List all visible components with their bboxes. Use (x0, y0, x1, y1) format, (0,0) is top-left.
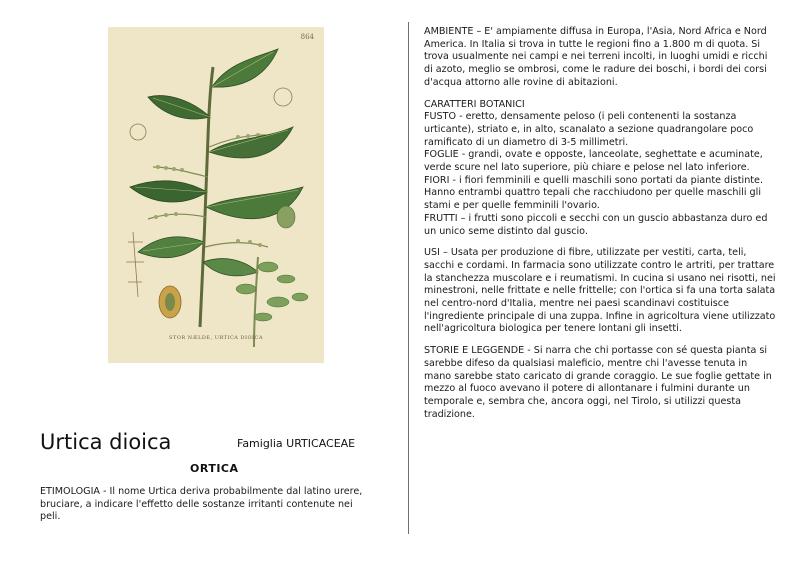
common-name: ORTICA (190, 462, 239, 475)
caratteri-heading: CARATTERI BOTANICI (424, 98, 525, 110)
fusto-paragraph: FUSTO - eretto, densamente peloso (i peli contenenti la sostanza urticante), striato e, in alto, scanalato a sezione quadrangolare poco ramificato di un diametro di 3-5 millimetri. (424, 111, 754, 148)
foglie-paragraph: FOGLIE - grandi, ovate e opposte, lanceolate, seghettate e acuminate, verde scure nel lato superiore, più chiare e pelose nel lato inferiore. (424, 149, 763, 174)
ambiente-paragraph: AMBIENTE – E' ampiamente diffusa in Europa, l'Asia, Nord Africa e Nord America. In Italia si trova in tutte le regioni fino a 1.800 m di quota. Si trova usualmente nei campi e nei terreni incolti, in luoghi umidi e ricchi di azoto, meglio se ombrosi, come le radure dei boschi, i bordi dei corsi d'acqua attorno alle rovine di abitazioni. (424, 26, 768, 88)
storie-paragraph: STORIE E LEGGENDE - Si narra che chi portasse con sé questa pianta si sarebbe difeso da qualsiasi maleficio, mentre chi l'avesse tenuta in mano sarebbe stato caricato di grande coraggio. Le sue foglie gettate in mezzo al fuoco avevano il potere di allontanare i fulmini durante un temporale e, sembra che, ancora oggi, nel Tirolo, si utilizzi questa tradizione. (424, 345, 772, 420)
usi-paragraph: USI – Usata per produzione di fibre, utilizzate per vestiti, carta, teli, sacchi e cordami. In farmacia sono utilizzate contro le artriti, per trattare la stanchezza muscolare e i reumatismi. In cucina si usano nei risotti, nei minestroni, nelle frittate e nelle frittelle; con l'ortica si fa una torta salata nel centro-nord d'Italia, mentre nei paesi scandinavi costituisce l'ingrediente principale di una zuppa. Infine in agricoltura viene utilizzato nell'agricoltura biologica per tenere lontani gli insetti. (424, 247, 776, 335)
species-title: Urtica dioica (40, 430, 172, 454)
plate-caption: STOR NÆLDE, URTICA DIOICA (169, 335, 263, 341)
fiori-paragraph: FIORI - i fiori femminili e quelli maschili sono portati da piante distinte. Hanno entrambi quattro tepali che racchiudono per quelle maschili gli stami e per quelle femminili l'ovario. (424, 174, 764, 212)
botanical-illustration (108, 27, 324, 363)
plate-number: 864 (300, 33, 314, 41)
family-label: Famiglia URTICACEAE (237, 437, 356, 450)
column-divider (408, 22, 409, 534)
description-column (424, 26, 776, 421)
nettle-plant-drawing (108, 27, 324, 363)
frutti-paragraph: FRUTTI – i frutti sono piccoli e secchi con un guscio abbastanza duro ed un unico seme distinto dal guscio. (424, 212, 768, 237)
etimologia-paragraph: ETIMOLOGIA - Il nome Urtica deriva probabilmente dal latino urere, bruciare, a indicare l'effetto delle sostanze irritanti contenute nei peli. (40, 486, 363, 523)
